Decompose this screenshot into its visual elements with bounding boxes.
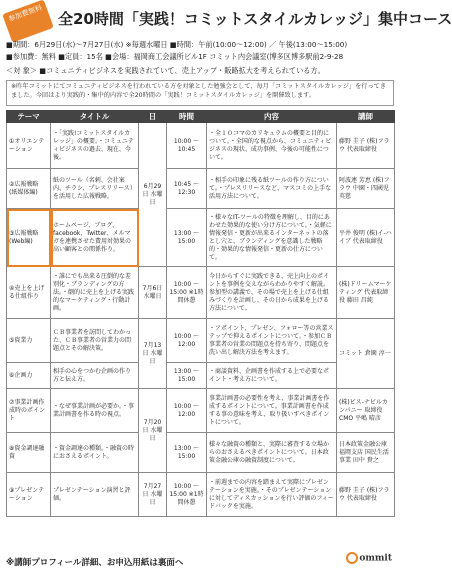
row-time: 13:00 ～ 15:00 (167, 433, 207, 473)
header-content: 内容 (207, 111, 337, 123)
row-time: 10:00 ～ 15:00 ※1時間休憩 (167, 473, 207, 517)
table-row (7, 473, 395, 517)
row-time: 10:00 ～ 12:00 (167, 389, 207, 433)
row-time: 13:00 ～ 15:00 (167, 363, 207, 389)
header-theme: テーマ (7, 111, 51, 123)
row-content: 事業計画書の必要性を考え、事業計画書を作成するポイントについて。事業計画書を作成する事の意味を考え、取り扱いすべきポイントについて。 (207, 389, 337, 433)
row-content: ・相手の印象に残る紙ツールの作り方について。・プレスリリースなど、マスコミの上手な活用方法について。 (207, 169, 337, 209)
row-time: 10:00 ～ 15:00 ※1時間休憩 (167, 267, 207, 319)
row-date: 7月13日 水曜日 (139, 319, 167, 389)
row-theme: ④売上を上げる仕組作り (7, 267, 51, 319)
row-title: 相手の心をつかむ企画の作り方と伝え方。 (51, 363, 139, 389)
row-theme: ⑨プレゼンテーション (7, 473, 51, 517)
row-content: ・商談資料、企画書を作成する上で必要なポイント・考え方について。 (207, 363, 337, 389)
logo-circle-icon (346, 552, 358, 564)
target-audience: ＜対 象＞ ■コミュニティビジネスを実践されていて、売上アップ・販路拡大を考えられている方。 (6, 66, 325, 75)
free-badge: 参加費無料 (2, 0, 54, 43)
header-time: 時間 (167, 111, 207, 123)
row-theme: ⑧資金調達融資 (7, 433, 51, 473)
commit-logo (346, 552, 392, 564)
row-theme: ⑥企画力 (7, 363, 51, 389)
row-content: ・前週までの内容を踏まえて実際にプレゼンテーションを実施。・そのプレゼンテーションに対してディスカッションを行い評価のフィードバックを実施。 (207, 473, 337, 517)
header-lecturer: 講師 (337, 111, 395, 123)
row-title: ＣＢ事業者を訪問してわかった、ＣＢ事業者の営業力の問題点とその解決策。 (51, 319, 139, 363)
table-row (7, 209, 395, 267)
row-time: 10:45 ～ 12:30 (167, 169, 207, 209)
row-lecturer: 平井 俊明 (株)イ-ハイブ 代表取締役 (337, 209, 395, 267)
row-title: ・資金調達の種類。・融資の時におさえるポイント。 (51, 433, 139, 473)
row-theme: ⑦事業計画作成時のポイント (7, 389, 51, 433)
table-row (7, 169, 395, 209)
row-date: 7月27日 水曜日 (139, 473, 167, 517)
row-time: 10:00 ～ 12:00 (167, 319, 207, 363)
row-lecturer: 日本政策金融公庫 福岡支店 国民生活事業 田中 貴之 (337, 433, 395, 473)
row-time: 10:00 ～ 10:45 (167, 123, 207, 169)
row-content: ・全１０コマのカリキュラムの概要と目的について。・全国的な視点から、コミュニティビジネスの現状、成功事例、今後の可能性について。 (207, 123, 337, 169)
table-row (7, 267, 395, 319)
row-content: ・アポイント、プレゼン、フォロー等の営業ステップで抑えるポイントについて。・参加ＣＢ事業者の営業の問題点を持ち寄り、問題点を洗い出し解決方法を考えます。 (207, 319, 337, 363)
row-theme: ①オリエンテーション (7, 123, 51, 169)
header-title: タイトル (51, 111, 139, 123)
footer-note: ※講師プロフィール詳細、お申込用紙は裏面へ (6, 558, 184, 568)
row-date: 7月6日 水曜日 (139, 267, 167, 319)
row-title: ・「実践!コミットスタイルカレッジ」の概要。・コミュニティビジネスの過去、現在、今後。 (51, 123, 139, 169)
meta-line-2: ■参加費：無料 ■定員：15名 ■会場：福岡商工会議所ビル1F コミット内会議室(博多区博多駅前2-9-28 (6, 52, 344, 61)
row-content: ・様々なIT-ツールの特徴を理解し、目的にあわせた効果的な使い分け方について。・気軽に情報発信・更新が出来るインターネットの落とし穴と、ブランディングを意識した戦略的・効果的な情報発信・更新の仕方について。 (207, 209, 337, 267)
row-date: 6月29日 水曜日 (139, 123, 167, 267)
row-content: 今日からすぐに実践できる、売上向上のポイントを事例を交えながらわかりやすく解説。参加型の講義で、その場で売上を上げる仕組みづくりを計画し、その日から成果を上げる方法について。 (207, 267, 337, 319)
row-title: プレゼンテーション演習と評価。 (51, 473, 139, 517)
logo-text: ommit (359, 553, 392, 564)
row-lecturer: (株)ドリームマーケティング 代表取締役 藤田 昌純 (337, 267, 395, 319)
header-date: 日 (139, 111, 167, 123)
schedule-table (6, 110, 395, 517)
row-theme: ②広報戦略 (紙媒体編) (7, 169, 51, 209)
row-theme: ⑤資業力 (7, 319, 51, 363)
page-title: 全20時間「実践！コミットスタイルカレッジ」集中コース (58, 10, 452, 28)
note-box: ※昨年コミットにてコミュニティビジネスを行われている方を対象とした勉強会として、毎月「コミットスタイルカレッジ」を行ってきました。今回はより実践的・集中的内容で全20時間の「実践！コミットスタイルカレッジ」を開催致します。 (6, 80, 394, 106)
row-lecturer: (株)ビス-ナビルカンパニー 取締役CMO 平嶋 晴彦 (337, 389, 395, 433)
table-row (7, 363, 395, 389)
table-row (7, 389, 395, 433)
row-theme: ③広報戦略 (Web編) (7, 209, 51, 267)
table-row (7, 123, 395, 169)
row-title: ホームページ、ブログ、facebook、Twitter、メルマガを連携させた費用対効果の高い顧客との関係作り。 (51, 209, 139, 267)
row-time: 13:00 ～ 15:00 (167, 209, 207, 267)
row-title: 紙のツール（名刺、会社案内、チラシ、プレスリリース）を活用した広報戦略。 (51, 169, 139, 209)
row-title: ・なぜ事業計画が必要か。・事業計画書を作る時の視点。 (51, 389, 139, 433)
row-lecturer: 藤野 圭子 (株)フラウ 代表取締役 (337, 123, 395, 169)
table-header-row (7, 111, 395, 123)
table-row (7, 319, 395, 363)
table-row (7, 433, 395, 473)
row-title: ・誰にでも出来る圧倒的な差別化・ブランディングの方法。・劇的に売上を上げる実践的なマーケティング・行動計画。 (51, 267, 139, 319)
row-lecturer: 阿波連 芳恵 (株)フラウ 中園・四國児英慈 (337, 169, 395, 209)
row-lecturer: コミット 倉園 淳一 (337, 319, 395, 389)
row-content: 様々な融資の種類と、実際に審査する立場からのおさえるべきポイントについて。日本政策金融公庫の融資制度について。 (207, 433, 337, 473)
meta-line-1: ■期間：6月29日(水)～7月27日(水) ※毎週水曜日 ■時間：午前(10:00～12:00) ／ 午後(13:00～15:00) (6, 40, 348, 49)
row-lecturer: 藤野 圭子 (株)フラウ 代表取締役 (337, 473, 395, 517)
row-date: 7月20日 水曜日 (139, 389, 167, 473)
